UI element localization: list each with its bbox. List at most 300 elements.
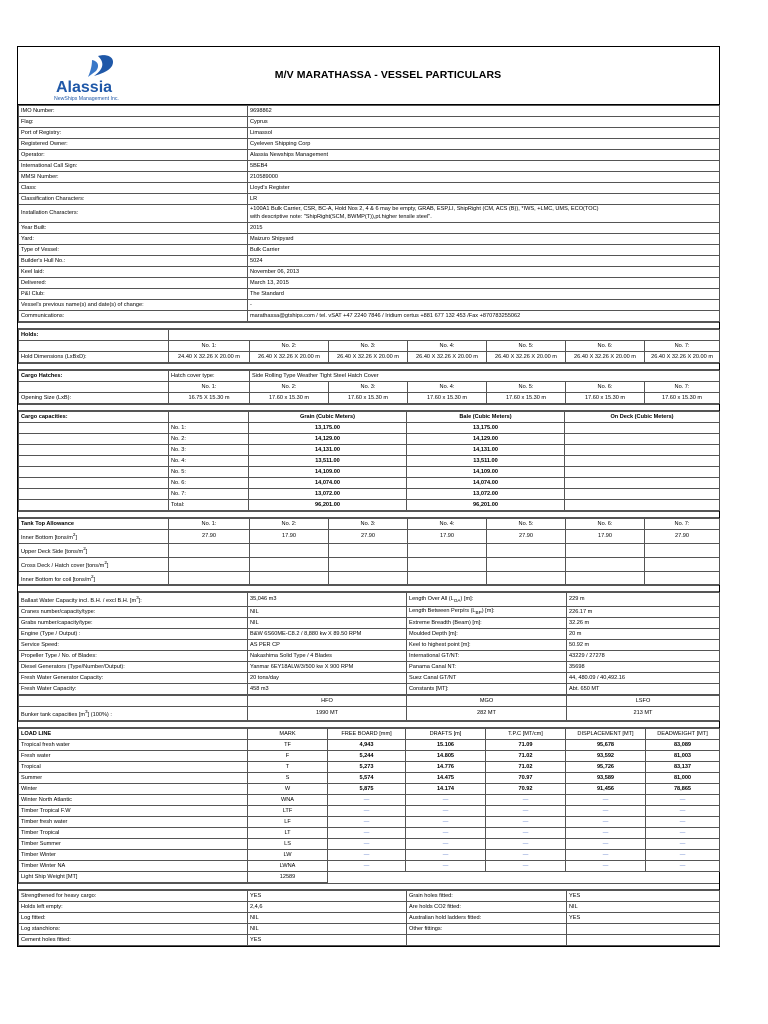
particular-value: November 06, 2013 bbox=[248, 267, 720, 278]
hatch-header: No. 7: bbox=[645, 382, 720, 393]
particular-row bbox=[19, 117, 720, 128]
vessel-particulars-sheet bbox=[17, 46, 720, 947]
fitting-value bbox=[567, 935, 720, 946]
fitting-label: Are holds CO2 fitted: bbox=[407, 902, 567, 913]
tank-value bbox=[645, 543, 720, 557]
gap bbox=[18, 884, 719, 890]
loadline-header: DEADWEIGHT [MT] bbox=[646, 729, 720, 740]
tpc: — bbox=[486, 795, 566, 806]
tank-header: No. 1: bbox=[169, 519, 250, 530]
freeboard: — bbox=[328, 839, 406, 850]
loadline-row bbox=[19, 740, 720, 751]
loadline-row bbox=[19, 839, 720, 850]
machinery-row bbox=[19, 662, 720, 673]
fitting-value: NIL bbox=[248, 924, 407, 935]
particular-label: Classification Characters: bbox=[19, 194, 248, 205]
deadweight: 81,003 bbox=[646, 751, 720, 762]
loadline-row bbox=[19, 861, 720, 872]
fitting-value: 2,4,6 bbox=[248, 902, 407, 913]
cargo-hold-label: No. 4: bbox=[169, 456, 249, 467]
particular-row bbox=[19, 267, 720, 278]
tank-value bbox=[408, 571, 487, 585]
dimension-label: Extreme Breadth (Beam) [m]: bbox=[407, 618, 567, 629]
draft: — bbox=[406, 806, 486, 817]
machinery-label: Cranes number/capacity/type: bbox=[19, 607, 248, 618]
deadweight: — bbox=[646, 861, 720, 872]
tank-value bbox=[169, 557, 250, 571]
tank-row bbox=[19, 530, 720, 544]
machinery-label: Grabs number/capacity/type: bbox=[19, 618, 248, 629]
blank bbox=[19, 696, 248, 707]
tank-value bbox=[487, 557, 566, 571]
tank-value bbox=[645, 571, 720, 585]
draft: 15.106 bbox=[406, 740, 486, 751]
dimension-value: 20 m bbox=[567, 629, 720, 640]
draft: — bbox=[406, 850, 486, 861]
loadline-name: Tropical fresh water bbox=[19, 740, 248, 751]
hatch-size: 17.60 x 15.30 m bbox=[645, 393, 720, 404]
gap bbox=[18, 323, 719, 329]
particular-row bbox=[19, 234, 720, 245]
section-gap bbox=[18, 363, 719, 370]
loadline-name: Timber Summer bbox=[19, 839, 248, 850]
cargo-hold-label: No. 6: bbox=[169, 478, 249, 489]
machinery-row bbox=[19, 607, 720, 618]
loadline-mark: T bbox=[248, 762, 328, 773]
loadline-row bbox=[19, 751, 720, 762]
particular-value: The Standard bbox=[248, 289, 720, 300]
hold-dim: 26.40 X 32.26 X 20.00 m bbox=[645, 352, 720, 363]
tank-value: 27.90 bbox=[487, 530, 566, 544]
particular-label: Type of Vessel: bbox=[19, 245, 248, 256]
loadline-mark: LTF bbox=[248, 806, 328, 817]
section-gap bbox=[18, 322, 719, 329]
particular-label: Keel laid: bbox=[19, 267, 248, 278]
bunker-type: MGO bbox=[407, 696, 567, 707]
bunker-value: 282 MT bbox=[407, 707, 567, 721]
hatch-size: 17.60 x 15.30 m bbox=[408, 393, 487, 404]
particular-row bbox=[19, 172, 720, 183]
particular-row bbox=[19, 311, 720, 322]
draft: 14.776 bbox=[406, 762, 486, 773]
tank-row-label: Upper Deck Side $[tons/m^2]$ bbox=[19, 543, 169, 557]
loadline-row bbox=[19, 762, 720, 773]
hatch-header: No. 1: bbox=[169, 382, 250, 393]
hatch-header: No. 3: bbox=[329, 382, 408, 393]
particular-value: marathassa@gtships.com / tel. vSAT +47 2240 7846 / Iridium certus +881 677 132 453 /Fax +870783255062 bbox=[248, 311, 720, 322]
particular-row bbox=[19, 289, 720, 300]
blank bbox=[169, 330, 720, 341]
freeboard: — bbox=[328, 806, 406, 817]
particular-label: IMO Number: bbox=[19, 106, 248, 117]
bale-value: 14,074.00 bbox=[407, 478, 565, 489]
bale-value: 13,175.00 bbox=[407, 423, 565, 434]
machinery-label: Diesel Generators (Type/Number/Output): bbox=[19, 662, 248, 673]
blank bbox=[19, 478, 169, 489]
bale-value: 13,072.00 bbox=[407, 489, 565, 500]
particular-row bbox=[19, 256, 720, 267]
fitting-value: YES bbox=[248, 935, 407, 946]
bale-value: 14,109.00 bbox=[407, 467, 565, 478]
particular-value: 210589000 bbox=[248, 172, 720, 183]
bunker-table bbox=[18, 695, 720, 721]
cargo-row bbox=[19, 456, 720, 467]
particular-label: Year Built: bbox=[19, 223, 248, 234]
machinery-row bbox=[19, 640, 720, 651]
particular-row bbox=[19, 278, 720, 289]
displacement: 95,678 bbox=[566, 740, 646, 751]
loadline-mark: F bbox=[248, 751, 328, 762]
hold-header: No. 3: bbox=[329, 341, 408, 352]
table-row bbox=[19, 341, 720, 352]
hatch-type-value: Side Rolling Type Weather Tight Steel Hatch Cover bbox=[250, 371, 720, 382]
grain-value: 96,201.00 bbox=[249, 500, 407, 511]
machinery-label: Service Speed: bbox=[19, 640, 248, 651]
machinery-value: Yanmar 6EY18ALW/3/500 kw X 900 RPM bbox=[248, 662, 407, 673]
gap-row bbox=[18, 722, 719, 728]
deck-value bbox=[565, 445, 720, 456]
loadline-header: FREE BOARD [mm] bbox=[328, 729, 406, 740]
fitting-label: Log fitted: bbox=[19, 913, 248, 924]
hold-dim: 26.40 X 32.26 X 20.00 m bbox=[250, 352, 329, 363]
hatch-size: 17.60 x 15.30 m bbox=[487, 393, 566, 404]
hold-dims-label: Hold Dimensions (LxBxD): bbox=[19, 352, 169, 363]
particular-row bbox=[19, 194, 720, 205]
loadline-row bbox=[19, 773, 720, 784]
displacement: — bbox=[566, 861, 646, 872]
blank bbox=[19, 382, 169, 393]
table-row bbox=[19, 352, 720, 363]
gap-row bbox=[18, 405, 719, 411]
dimension-label: Suez Canal GT/NT bbox=[407, 673, 567, 684]
dimension-value: 229 m bbox=[567, 593, 720, 607]
cargo-row bbox=[19, 445, 720, 456]
tank-value: 27.90 bbox=[169, 530, 250, 544]
tank-value: 27.90 bbox=[645, 530, 720, 544]
displacement: — bbox=[566, 850, 646, 861]
blank bbox=[19, 456, 169, 467]
tank-value bbox=[169, 543, 250, 557]
particular-label: P&I Club: bbox=[19, 289, 248, 300]
loadline-name: Tropical bbox=[19, 762, 248, 773]
draft: 14.174 bbox=[406, 784, 486, 795]
hold-header: No. 4: bbox=[408, 341, 487, 352]
table-row bbox=[19, 382, 720, 393]
tpc: — bbox=[486, 850, 566, 861]
deadweight: 83,137 bbox=[646, 762, 720, 773]
table-row bbox=[19, 696, 720, 707]
particular-value: Lloyd's Register bbox=[248, 183, 720, 194]
bunker-type: LSFO bbox=[567, 696, 720, 707]
loadline-mark: TF bbox=[248, 740, 328, 751]
hatch-header: No. 2: bbox=[250, 382, 329, 393]
cargo-row bbox=[19, 478, 720, 489]
lightship-label: Light Ship Weight [MT] bbox=[19, 872, 248, 883]
freeboard: — bbox=[328, 861, 406, 872]
tank-row bbox=[19, 557, 720, 571]
particular-value: +100A1 Bulk Carrier, CSR, BC-A, Hold Nos 2, 4 & 6 may be empty, GRAB, ESP,LI, ShipRight (CM, ACS (B)), *IWS, +LMC, UMS, ECO(TOC) with descriptive note: "ShipRight(SCM, BWMP(T)),pt.higher tensile steel". bbox=[248, 205, 720, 223]
tank-value bbox=[329, 543, 408, 557]
particular-value: Limassol bbox=[248, 128, 720, 139]
particular-value: 2015 bbox=[248, 223, 720, 234]
displacement: — bbox=[566, 795, 646, 806]
bale-value: 13,511.00 bbox=[407, 456, 565, 467]
fitting-row bbox=[19, 924, 720, 935]
draft: 14.805 bbox=[406, 751, 486, 762]
displacement: — bbox=[566, 817, 646, 828]
deck-value bbox=[565, 456, 720, 467]
loadline-mark: LS bbox=[248, 839, 328, 850]
loadline-name: Summer bbox=[19, 773, 248, 784]
fitting-value: YES bbox=[248, 891, 407, 902]
particular-row bbox=[19, 300, 720, 311]
blank bbox=[19, 500, 169, 511]
loadline-row bbox=[19, 850, 720, 861]
tank-header: No. 3: bbox=[329, 519, 408, 530]
deadweight: — bbox=[646, 828, 720, 839]
section-gap bbox=[18, 721, 719, 728]
machinery-value: 458 m3 bbox=[248, 684, 407, 695]
tank-value bbox=[408, 557, 487, 571]
table-row bbox=[19, 330, 720, 341]
machinery-row bbox=[19, 618, 720, 629]
particular-label: Port of Registry: bbox=[19, 128, 248, 139]
tank-value bbox=[169, 571, 250, 585]
table-row bbox=[19, 412, 720, 423]
particular-value: 5BEB4 bbox=[248, 161, 720, 172]
deadweight: — bbox=[646, 806, 720, 817]
gap bbox=[18, 364, 719, 370]
tank-value: 17.90 bbox=[250, 530, 329, 544]
hatch-header: No. 6: bbox=[566, 382, 645, 393]
bunker-value: 213 MT bbox=[567, 707, 720, 721]
dimension-value: 50.92 m bbox=[567, 640, 720, 651]
particular-value: Cyeleven Shipping Corp bbox=[248, 139, 720, 150]
grain-value: 14,129.00 bbox=[249, 434, 407, 445]
particular-row bbox=[19, 183, 720, 194]
tank-value bbox=[487, 571, 566, 585]
holds-title: Holds: bbox=[19, 330, 169, 341]
tank-header: No. 4: bbox=[408, 519, 487, 530]
loadline-name: Winter North Atlantic bbox=[19, 795, 248, 806]
particular-label: Vessel's previous name(s) and date(s) of change: bbox=[19, 300, 248, 311]
machinery-row bbox=[19, 684, 720, 695]
blank bbox=[19, 445, 169, 456]
hold-header: No. 2: bbox=[250, 341, 329, 352]
dimension-label: Moulded Depth [m]: bbox=[407, 629, 567, 640]
particular-value: Bulk Carrier bbox=[248, 245, 720, 256]
loadline-name: Fresh water bbox=[19, 751, 248, 762]
tank-value: 17.90 bbox=[566, 530, 645, 544]
particular-label: Flag: bbox=[19, 117, 248, 128]
loadline-mark: S bbox=[248, 773, 328, 784]
loadline-header: DISPLACEMENT [MT] bbox=[566, 729, 646, 740]
machinery-value: NIL bbox=[248, 618, 407, 629]
draft: — bbox=[406, 828, 486, 839]
hatch-size: 16.75 X 15.30 m bbox=[169, 393, 250, 404]
displacement: 91,456 bbox=[566, 784, 646, 795]
machinery-row bbox=[19, 593, 720, 607]
loadline-name: Winter bbox=[19, 784, 248, 795]
particular-value: - bbox=[248, 300, 720, 311]
loadline-name: Timber Tropical F.W bbox=[19, 806, 248, 817]
loadline-header: T.P.C [MT/cm] bbox=[486, 729, 566, 740]
particular-row bbox=[19, 245, 720, 256]
displacement: 93,592 bbox=[566, 751, 646, 762]
loadline-row bbox=[19, 817, 720, 828]
particular-label: Installation Characters: bbox=[19, 205, 248, 223]
draft: — bbox=[406, 861, 486, 872]
loadline-mark: WNA bbox=[248, 795, 328, 806]
dimension-label: Panama Canal NT: bbox=[407, 662, 567, 673]
fitting-value: NIL bbox=[248, 913, 407, 924]
dimension-value: 32.26 m bbox=[567, 618, 720, 629]
cargo-hold-label: No. 7: bbox=[169, 489, 249, 500]
hatches-table bbox=[18, 370, 720, 404]
deck-value bbox=[565, 478, 720, 489]
cargo-row bbox=[19, 434, 720, 445]
cargo-hold-label: No. 2: bbox=[169, 434, 249, 445]
freeboard: — bbox=[328, 795, 406, 806]
particular-label: Registered Owner: bbox=[19, 139, 248, 150]
tank-value bbox=[487, 543, 566, 557]
loadline-row bbox=[19, 828, 720, 839]
machinery-label: Ballast Water Capacity incl. B.H. / excl B.H. $[m^3]$: bbox=[19, 593, 248, 607]
freeboard: 5,244 bbox=[328, 751, 406, 762]
displacement: — bbox=[566, 806, 646, 817]
machinery-value: B&W 6S60ME-C8.2 / 8,880 kw X 89.50 RPM bbox=[248, 629, 407, 640]
deadweight: 81,000 bbox=[646, 773, 720, 784]
fitting-label: Cement holes fitted: bbox=[19, 935, 248, 946]
loadline-title: LOAD LINE bbox=[19, 729, 248, 740]
grain-value: 14,131.00 bbox=[249, 445, 407, 456]
machinery-label: Engine (Type / Output) : bbox=[19, 629, 248, 640]
tank-value: 17.90 bbox=[408, 530, 487, 544]
tank-row-label: Inner Bottom $[tons/m^2]$ bbox=[19, 530, 169, 544]
hold-header: No. 7: bbox=[645, 341, 720, 352]
lightship-value: 12589 bbox=[248, 872, 328, 883]
cargo-row bbox=[19, 489, 720, 500]
particular-label: Operator: bbox=[19, 150, 248, 161]
freeboard: 5,875 bbox=[328, 784, 406, 795]
hatch-header: No. 5: bbox=[487, 382, 566, 393]
document-title: M/V MARATHASSA - VESSEL PARTICULARS bbox=[274, 69, 502, 81]
section-gap bbox=[18, 404, 719, 411]
fitting-row bbox=[19, 902, 720, 913]
displacement: 93,589 bbox=[566, 773, 646, 784]
machinery-value: 35,046 m3 bbox=[248, 593, 407, 607]
tank-value bbox=[566, 557, 645, 571]
hatch-size: 17.60 x 15.30 m bbox=[566, 393, 645, 404]
tpc: — bbox=[486, 817, 566, 828]
particular-value: Maizuro Shipyard bbox=[248, 234, 720, 245]
particular-label: Builder's Hull No.: bbox=[19, 256, 248, 267]
fitting-label: Australian hold ladders fitted: bbox=[407, 913, 567, 924]
machinery-row bbox=[19, 629, 720, 640]
fitting-row bbox=[19, 913, 720, 924]
tank-value bbox=[250, 571, 329, 585]
fitting-label: Grain holes fitted: bbox=[407, 891, 567, 902]
particular-value: 9698862 bbox=[248, 106, 720, 117]
fittings-table bbox=[18, 890, 720, 946]
deck-value bbox=[565, 489, 720, 500]
loadline-name: Timber Tropical bbox=[19, 828, 248, 839]
machinery-table bbox=[18, 592, 720, 695]
tpc: — bbox=[486, 828, 566, 839]
loadline-name: Timber Winter NA bbox=[19, 861, 248, 872]
blank bbox=[328, 872, 720, 883]
section-gap bbox=[18, 511, 719, 518]
blank bbox=[19, 423, 169, 434]
table-row bbox=[19, 707, 720, 721]
section-gap bbox=[18, 883, 719, 890]
tank-value bbox=[645, 557, 720, 571]
particular-row bbox=[19, 128, 720, 139]
particular-label: MMSI Number: bbox=[19, 172, 248, 183]
tank-header: No. 7: bbox=[645, 519, 720, 530]
loadline-header: MARK bbox=[248, 729, 328, 740]
gap-row bbox=[18, 512, 719, 518]
tank-header: No. 6: bbox=[566, 519, 645, 530]
fitting-label bbox=[407, 935, 567, 946]
loadline-mark: W bbox=[248, 784, 328, 795]
table-row bbox=[19, 519, 720, 530]
loadline-name: Timber fresh water bbox=[19, 817, 248, 828]
particular-label: International Call Sign: bbox=[19, 161, 248, 172]
machinery-label: Fresh Water Capacity: bbox=[19, 684, 248, 695]
machinery-value: NIL bbox=[248, 607, 407, 618]
holds-table bbox=[18, 329, 720, 363]
machinery-value: AS PER CP bbox=[248, 640, 407, 651]
section-gap bbox=[18, 585, 719, 592]
hatch-size: 17.60 x 15.30 m bbox=[250, 393, 329, 404]
loadline-header: DRAFTS [m] bbox=[406, 729, 486, 740]
deadweight: — bbox=[646, 839, 720, 850]
particular-row bbox=[19, 205, 720, 223]
tank-row-label: Cross Deck / Hatch cover $[tons/m^2]$ bbox=[19, 557, 169, 571]
blank bbox=[19, 341, 169, 352]
tank-value: 27.90 bbox=[329, 530, 408, 544]
deadweight: — bbox=[646, 795, 720, 806]
machinery-row bbox=[19, 673, 720, 684]
deck-header: On Deck (Cubic Meters) bbox=[565, 412, 720, 423]
particular-row bbox=[19, 161, 720, 172]
hold-dim: 26.40 X 32.26 X 20.00 m bbox=[487, 352, 566, 363]
hold-header: No. 1: bbox=[169, 341, 250, 352]
hold-header: No. 6: bbox=[566, 341, 645, 352]
hatch-type-label: Hatch cover type: bbox=[169, 371, 250, 382]
deck-value bbox=[565, 423, 720, 434]
fitting-value bbox=[567, 924, 720, 935]
fitting-label: Log stanchions: bbox=[19, 924, 248, 935]
gap-row bbox=[18, 884, 719, 890]
deadweight: — bbox=[646, 850, 720, 861]
particular-row bbox=[19, 223, 720, 234]
particular-row bbox=[19, 106, 720, 117]
freeboard: 5,574 bbox=[328, 773, 406, 784]
hold-dim: 24.40 X 32.26 X 20.00 m bbox=[169, 352, 250, 363]
hold-header: No. 5: bbox=[487, 341, 566, 352]
tables bbox=[18, 105, 719, 946]
machinery-label: Fresh Water Generator Capacity: bbox=[19, 673, 248, 684]
hatch-size: 17.60 x 15.30 m bbox=[329, 393, 408, 404]
particular-row bbox=[19, 150, 720, 161]
loadline-mark: LW bbox=[248, 850, 328, 861]
particular-value: Alassia Newships Management bbox=[248, 150, 720, 161]
loadline-row bbox=[19, 795, 720, 806]
particular-value: LR bbox=[248, 194, 720, 205]
fitting-label: Holds left empty: bbox=[19, 902, 248, 913]
